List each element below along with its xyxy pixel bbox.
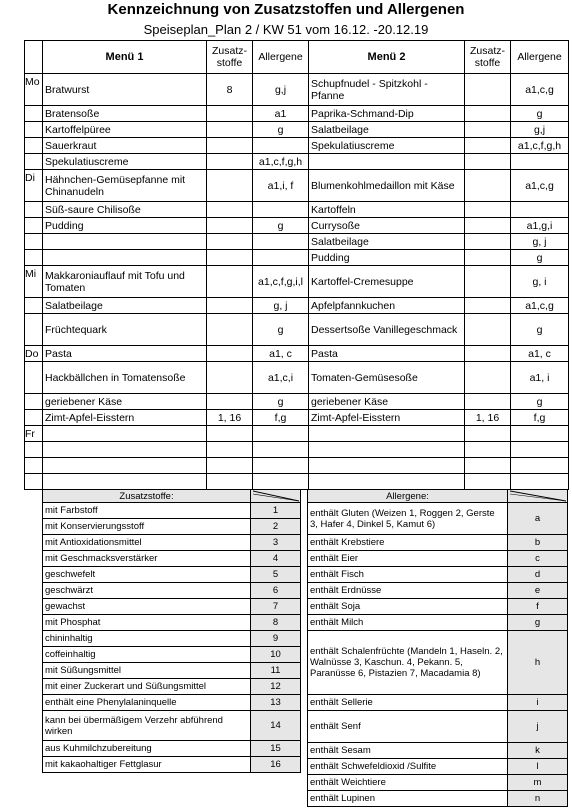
menu2-dish: Apfelpfannkuchen xyxy=(309,298,465,314)
zusatzstoff-row xyxy=(43,647,301,663)
day-cell xyxy=(25,234,43,250)
allergene-header-corner xyxy=(508,490,568,503)
zusatzstoff-number: 12 xyxy=(251,679,301,695)
menu2-allergene xyxy=(511,426,569,442)
menu-row xyxy=(25,154,569,170)
menu1-allergene: a1, c xyxy=(253,346,309,362)
allergen-label: enthält Soja xyxy=(308,599,508,615)
menu1-zusatz xyxy=(207,442,253,458)
menu1-dish: Pasta xyxy=(43,346,207,362)
menu-row xyxy=(25,138,569,154)
menu-row xyxy=(25,314,569,346)
zusatzstoffe-header: Zusatzstoffe: xyxy=(43,490,251,503)
menu1-zusatz xyxy=(207,314,253,346)
menu-row xyxy=(25,474,569,490)
menu2-allergene: g xyxy=(511,314,569,346)
day-cell xyxy=(25,298,43,314)
allergen-row xyxy=(308,551,568,567)
zusatzstoff-number: 9 xyxy=(251,631,301,647)
menu2-dish: Pudding xyxy=(309,250,465,266)
menu1-dish: Spekulatiuscreme xyxy=(43,154,207,170)
menu2-zusatz xyxy=(465,122,511,138)
menu1-allergene: a1,c,f,g,h xyxy=(253,154,309,170)
menu2-dish: Zimt-Apfel-Eisstern xyxy=(309,410,465,426)
day-cell xyxy=(25,202,43,218)
menu1-dish xyxy=(43,250,207,266)
menu1-dish: Hähnchen-Gemüsepfanne mit Chinanudeln xyxy=(43,170,207,202)
menu2-allergene: a1,c,g xyxy=(511,74,569,106)
day-cell: Mi xyxy=(25,266,43,298)
allergen-label: enthält Krebstiere xyxy=(308,535,508,551)
menu1-zusatz xyxy=(207,266,253,298)
allergen-row xyxy=(308,615,568,631)
menu-row xyxy=(25,234,569,250)
day-cell xyxy=(25,362,43,394)
allergen-code: a xyxy=(508,503,568,535)
allergene2-header: Allergene xyxy=(511,41,569,74)
menu2-dish xyxy=(309,442,465,458)
menu2-zusatz xyxy=(465,474,511,490)
menu2-allergene xyxy=(511,154,569,170)
menu1-allergene xyxy=(253,138,309,154)
allergen-row xyxy=(308,503,568,535)
menu1-allergene: a1,i, f xyxy=(253,170,309,202)
menu2-zusatz xyxy=(465,218,511,234)
menu1-dish: Salatbeilage xyxy=(43,298,207,314)
day-cell xyxy=(25,442,43,458)
allergen-row xyxy=(308,567,568,583)
menu1-allergene: g, j xyxy=(253,298,309,314)
menu1-dish: Kartoffelpüree xyxy=(43,122,207,138)
menu2-allergene xyxy=(511,458,569,474)
menu2-dish: Paprika-Schmand-Dip xyxy=(309,106,465,122)
menu2-allergene: g xyxy=(511,106,569,122)
menu1-dish: Hackbällchen in Tomatensoße xyxy=(43,362,207,394)
zusatzstoff-label: mit kakaohaltiger Fettglasur xyxy=(43,757,251,773)
allergen-label: enthält Lupinen xyxy=(308,791,508,807)
allergen-code: b xyxy=(508,535,568,551)
page-title: Kennzeichnung von Zusatzstoffen und Allergenen xyxy=(107,1,465,18)
menu1-allergene xyxy=(253,234,309,250)
menu1-zusatz xyxy=(207,426,253,442)
allergen-row xyxy=(308,791,568,807)
menu-row xyxy=(25,218,569,234)
menu1-allergene xyxy=(253,426,309,442)
menu2-zusatz xyxy=(465,138,511,154)
allergen-label: enthält Sellerie xyxy=(308,695,508,711)
menu2-zusatz xyxy=(465,170,511,202)
menu1-allergene: f,g xyxy=(253,410,309,426)
menu2-zusatz xyxy=(465,394,511,410)
menu2-dish xyxy=(309,458,465,474)
menu1-dish xyxy=(43,234,207,250)
allergen-code: g xyxy=(508,615,568,631)
menu1-zusatz xyxy=(207,106,253,122)
menu-header-row xyxy=(25,41,569,74)
menu1-zusatz: 8 xyxy=(207,74,253,106)
menu1-allergene: g,j xyxy=(253,74,309,106)
zusatzstoff-row xyxy=(43,551,301,567)
menu2-dish: Currysoße xyxy=(309,218,465,234)
allergen-row xyxy=(308,743,568,759)
zusatzstoff-label: kann bei übermäßigem Verzehr abführend wirken xyxy=(43,711,251,741)
allergen-label: enthält Sesam xyxy=(308,743,508,759)
menu-row xyxy=(25,202,569,218)
allergen-label: enthält Weichtiere xyxy=(308,775,508,791)
menu-row xyxy=(25,298,569,314)
menu2-allergene xyxy=(511,442,569,458)
day-header xyxy=(25,41,43,74)
menu1-allergene: a1,c,i xyxy=(253,362,309,394)
menu2-dish: Tomaten-Gemüsesoße xyxy=(309,362,465,394)
menu1-allergene xyxy=(253,442,309,458)
zusatzstoff-row xyxy=(43,599,301,615)
zusatzstoffe-table xyxy=(42,489,301,773)
menu-row xyxy=(25,74,569,106)
menu2-dish xyxy=(309,474,465,490)
zusatzstoff-row xyxy=(43,503,301,519)
allergen-code: n xyxy=(508,791,568,807)
menu2-allergene: f,g xyxy=(511,410,569,426)
zusatzstoff-row xyxy=(43,711,301,741)
zusatz1-header: Zusatz-stoffe xyxy=(207,41,253,74)
menu2-zusatz xyxy=(465,314,511,346)
menu1-allergene: a1 xyxy=(253,106,309,122)
zusatzstoff-row xyxy=(43,567,301,583)
menu2-zusatz xyxy=(465,202,511,218)
zusatzstoff-number: 4 xyxy=(251,551,301,567)
menu1-dish: Pudding xyxy=(43,218,207,234)
allergen-label: enthält Erdnüsse xyxy=(308,583,508,599)
menu1-zusatz xyxy=(207,138,253,154)
menu-table xyxy=(24,40,569,490)
day-cell: Di xyxy=(25,170,43,202)
zusatzstoff-number: 16 xyxy=(251,757,301,773)
allergen-label: enthält Eier xyxy=(308,551,508,567)
allergen-code: d xyxy=(508,567,568,583)
menu1-dish xyxy=(43,458,207,474)
allergen-row xyxy=(308,631,568,695)
allergen-code: k xyxy=(508,743,568,759)
day-cell xyxy=(25,394,43,410)
menu2-header: Menü 2 xyxy=(309,41,465,74)
menu2-allergene: a1,g,i xyxy=(511,218,569,234)
zusatzstoff-row xyxy=(43,663,301,679)
menu2-dish: Kartoffel-Cremesuppe xyxy=(309,266,465,298)
zusatzstoffe-header-corner xyxy=(251,490,301,503)
zusatzstoff-number: 3 xyxy=(251,535,301,551)
day-cell xyxy=(25,106,43,122)
zusatzstoff-row xyxy=(43,695,301,711)
menu-row xyxy=(25,266,569,298)
allergen-row xyxy=(308,583,568,599)
menu1-dish: Früchtequark xyxy=(43,314,207,346)
menu2-zusatz: 1, 16 xyxy=(465,410,511,426)
zusatz2-header: Zusatz-stoffe xyxy=(465,41,511,74)
zusatzstoff-number: 13 xyxy=(251,695,301,711)
menu1-dish: Bratwurst xyxy=(43,74,207,106)
day-cell: Mo xyxy=(25,74,43,106)
menu2-zusatz xyxy=(465,442,511,458)
allergen-code: l xyxy=(508,759,568,775)
menu1-zusatz xyxy=(207,298,253,314)
menu1-dish xyxy=(43,442,207,458)
day-cell xyxy=(25,154,43,170)
allergen-row xyxy=(308,775,568,791)
zusatzstoff-label: mit Süßungsmittel xyxy=(43,663,251,679)
zusatzstoff-label: mit Farbstoff xyxy=(43,503,251,519)
menu1-allergene xyxy=(253,458,309,474)
allergene-header: Allergene: xyxy=(308,490,508,503)
zusatzstoff-label: mit Phosphat xyxy=(43,615,251,631)
menu1-dish xyxy=(43,474,207,490)
menu1-zusatz xyxy=(207,154,253,170)
menu2-allergene: g xyxy=(511,394,569,410)
menu1-allergene: g xyxy=(253,218,309,234)
menu1-zusatz xyxy=(207,218,253,234)
zusatzstoff-number: 11 xyxy=(251,663,301,679)
menu-row xyxy=(25,122,569,138)
day-cell xyxy=(25,458,43,474)
menu1-dish: Bratensoße xyxy=(43,106,207,122)
menu1-dish xyxy=(43,426,207,442)
zusatzstoff-number: 10 xyxy=(251,647,301,663)
menu1-allergene: g xyxy=(253,314,309,346)
menu1-zusatz xyxy=(207,122,253,138)
zusatzstoff-number: 5 xyxy=(251,567,301,583)
menu2-zusatz xyxy=(465,74,511,106)
zusatzstoff-row xyxy=(43,615,301,631)
menu1-zusatz xyxy=(207,362,253,394)
menu1-zusatz xyxy=(207,458,253,474)
zusatzstoff-number: 8 xyxy=(251,615,301,631)
menu2-allergene: a1,c,g xyxy=(511,170,569,202)
allergene-table xyxy=(307,489,568,807)
menu1-allergene xyxy=(253,250,309,266)
zusatzstoff-row xyxy=(43,519,301,535)
menu-row xyxy=(25,346,569,362)
menu-row xyxy=(25,442,569,458)
menu2-dish xyxy=(309,154,465,170)
allergen-label: enthält Gluten (Weizen 1, Roggen 2, Gerste 3, Hafer 4, Dinkel 5, Kamut 6) xyxy=(308,503,508,535)
menu-row xyxy=(25,426,569,442)
menu2-allergene xyxy=(511,202,569,218)
menu2-allergene: g xyxy=(511,250,569,266)
menu2-zusatz xyxy=(465,298,511,314)
menu2-dish xyxy=(309,426,465,442)
menu1-zusatz xyxy=(207,474,253,490)
zusatzstoff-row xyxy=(43,679,301,695)
zusatzstoff-label: geschwärzt xyxy=(43,583,251,599)
menu2-dish: Salatbeilage xyxy=(309,234,465,250)
menu1-allergene: a1,c,f,g,i,l xyxy=(253,266,309,298)
menu2-zusatz xyxy=(465,154,511,170)
zusatzstoff-label: chininhaltig xyxy=(43,631,251,647)
menu1-zusatz xyxy=(207,250,253,266)
allergen-code: m xyxy=(508,775,568,791)
menu2-dish: Blumenkohlmedaillon mit Käse xyxy=(309,170,465,202)
day-cell: Fr xyxy=(25,426,43,442)
menu2-zusatz xyxy=(465,106,511,122)
zusatzstoff-number: 6 xyxy=(251,583,301,599)
allergen-row xyxy=(308,711,568,743)
allergen-row xyxy=(308,695,568,711)
menu1-allergene xyxy=(253,474,309,490)
allergen-code: f xyxy=(508,599,568,615)
menu2-dish: Dessertsoße Vanillegeschmack xyxy=(309,314,465,346)
zusatzstoff-label: coffeinhaltig xyxy=(43,647,251,663)
allergen-label: enthält Schalenfrüchte (Mandeln 1, Haseln. 2, Walnüsse 3, Kaschun. 4, Pekann. 5, Paranüsse 6, Pistazien 7, Macadamia 8) xyxy=(308,631,508,695)
menu2-zusatz xyxy=(465,362,511,394)
zusatzstoff-number: 15 xyxy=(251,741,301,757)
menu2-zusatz xyxy=(465,234,511,250)
menu-row xyxy=(25,106,569,122)
menu2-allergene: a1,c,g xyxy=(511,298,569,314)
zusatzstoff-number: 2 xyxy=(251,519,301,535)
allergen-code: j xyxy=(508,711,568,743)
allergen-row xyxy=(308,535,568,551)
allergen-label: enthält Milch xyxy=(308,615,508,631)
menu1-zusatz: 1, 16 xyxy=(207,410,253,426)
zusatzstoff-row xyxy=(43,583,301,599)
menu2-allergene: a1, i xyxy=(511,362,569,394)
menu2-allergene: g,j xyxy=(511,122,569,138)
menu1-header: Menü 1 xyxy=(43,41,207,74)
day-cell xyxy=(25,138,43,154)
zusatzstoff-label: enthält eine Phenylalaninquelle xyxy=(43,695,251,711)
menu1-zusatz xyxy=(207,346,253,362)
menu-row xyxy=(25,362,569,394)
menu2-dish: geriebener Käse xyxy=(309,394,465,410)
day-cell xyxy=(25,410,43,426)
zusatzstoff-number: 14 xyxy=(251,711,301,741)
menu1-zusatz xyxy=(207,170,253,202)
menu-row xyxy=(25,170,569,202)
menu1-allergene xyxy=(253,202,309,218)
menu2-allergene: g, j xyxy=(511,234,569,250)
menu1-dish: Zimt-Apfel-Eisstern xyxy=(43,410,207,426)
menu2-allergene: a1, c xyxy=(511,346,569,362)
menu2-dish: Spekulatiuscreme xyxy=(309,138,465,154)
menu-row xyxy=(25,394,569,410)
menu2-zusatz xyxy=(465,266,511,298)
menu2-allergene: a1,c,f,g,h xyxy=(511,138,569,154)
menu2-zusatz xyxy=(465,458,511,474)
allergen-code: e xyxy=(508,583,568,599)
zusatzstoff-number: 1 xyxy=(251,503,301,519)
zusatzstoff-row xyxy=(43,757,301,773)
menu1-allergene: g xyxy=(253,394,309,410)
menu2-dish: Salatbeilage xyxy=(309,122,465,138)
zusatzstoff-label: geschwefelt xyxy=(43,567,251,583)
zusatzstoff-label: gewachst xyxy=(43,599,251,615)
menu1-zusatz xyxy=(207,394,253,410)
day-cell xyxy=(25,474,43,490)
menu2-dish: Kartoffeln xyxy=(309,202,465,218)
day-cell xyxy=(25,314,43,346)
zusatzstoff-row xyxy=(43,535,301,551)
menu-row xyxy=(25,458,569,474)
zusatzstoff-row xyxy=(43,741,301,757)
allergen-label: enthält Senf xyxy=(308,711,508,743)
allergen-row xyxy=(308,599,568,615)
menu2-zusatz xyxy=(465,426,511,442)
zusatzstoff-label: mit einer Zuckerart und Süßungsmittel xyxy=(43,679,251,695)
menu1-dish: Sauerkraut xyxy=(43,138,207,154)
menu1-dish: geriebener Käse xyxy=(43,394,207,410)
zusatzstoff-label: mit Geschmacksverstärker xyxy=(43,551,251,567)
menu2-allergene: g, i xyxy=(511,266,569,298)
menu2-allergene xyxy=(511,474,569,490)
zusatzstoff-row xyxy=(43,631,301,647)
menu1-dish: Makkaroniauflauf mit Tofu und Tomaten xyxy=(43,266,207,298)
allergen-label: enthält Schwefeldioxid /Sulfite xyxy=(308,759,508,775)
zusatzstoff-label: mit Antioxidationsmittel xyxy=(43,535,251,551)
allergen-label: enthält Fisch xyxy=(308,567,508,583)
zusatzstoff-label: mit Konservierungsstoff xyxy=(43,519,251,535)
menu1-allergene: g xyxy=(253,122,309,138)
menu2-zusatz xyxy=(465,346,511,362)
menu2-zusatz xyxy=(465,250,511,266)
menu-row xyxy=(25,250,569,266)
page-subtitle: Speiseplan_Plan 2 / KW 51 vom 16.12. -20.12.19 xyxy=(143,22,429,37)
day-cell: Do xyxy=(25,346,43,362)
day-cell xyxy=(25,122,43,138)
menu1-dish: Süß-saure Chilisoße xyxy=(43,202,207,218)
day-cell xyxy=(25,218,43,234)
menu2-dish: Schupfnudel - Spitzkohl - Pfanne xyxy=(309,74,465,106)
allergen-code: h xyxy=(508,631,568,695)
zusatzstoff-label: aus Kuhmilchzubereitung xyxy=(43,741,251,757)
day-cell xyxy=(25,250,43,266)
menu1-zusatz xyxy=(207,234,253,250)
menu2-dish: Pasta xyxy=(309,346,465,362)
allergen-code: i xyxy=(508,695,568,711)
menu1-zusatz xyxy=(207,202,253,218)
zusatzstoff-number: 7 xyxy=(251,599,301,615)
allergene1-header: Allergene xyxy=(253,41,309,74)
menu-row xyxy=(25,410,569,426)
allergen-code: c xyxy=(508,551,568,567)
allergen-row xyxy=(308,759,568,775)
